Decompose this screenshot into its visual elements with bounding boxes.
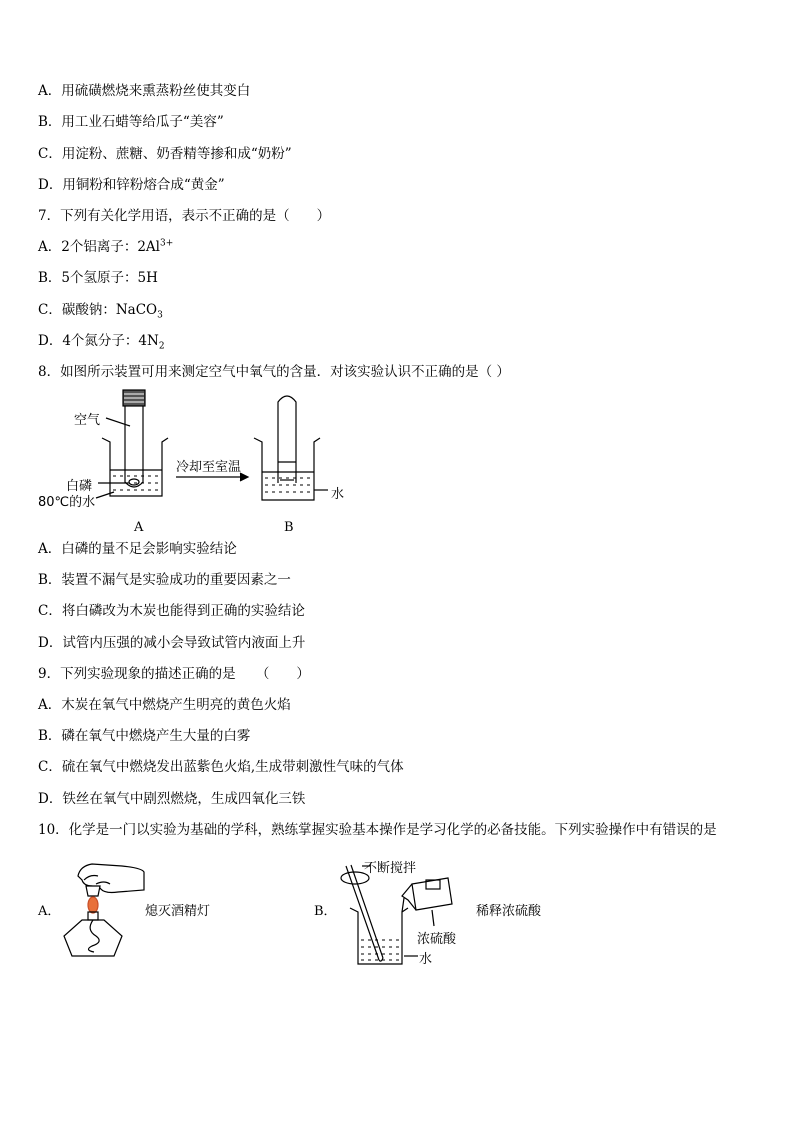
q8-option-d: D．试管内压强的减小会导致试管内液面上升 — [38, 635, 306, 651]
q8-option-c: C．将白磷改为木炭也能得到正确的实验结论 — [38, 603, 305, 619]
label-cool-to-room-temp: 冷却至室温 — [176, 460, 242, 475]
q9-option-c: C．硫在氧气中燃烧发出蓝紫色火焰,生成带刺激性气味的气体 — [38, 759, 404, 775]
q6-option-b: B．用工业石蜡等给瓜子“美容” — [38, 114, 224, 130]
q6-option-d: D．用铜粉和锌粉熔合成“黄金” — [38, 177, 225, 193]
q8-option-a: A．白磷的量不足会影响实验结论 — [38, 541, 237, 557]
label-80c-water: 80℃的水 — [38, 495, 96, 510]
q7-option-b: B．5个氢原子：5H — [38, 270, 158, 286]
q9-option-b: B．磷在氧气中燃烧产生大量的白雾 — [38, 728, 251, 744]
label-dilute-acid: 稀释浓硫酸 — [476, 904, 542, 919]
q6-option-a: A．用硫磺燃烧来熏蒸粉丝使其变白 — [38, 83, 251, 99]
q7-option-a-text: A．2个铝离子：2Al — [38, 239, 160, 255]
caption-b: B — [284, 520, 294, 535]
beaker-c — [350, 908, 408, 964]
label-water-b: 水 — [331, 487, 345, 502]
q7-option-d-text: D．4个氮分子：4N — [38, 333, 159, 349]
label-concentrated-acid: 浓硫酸 — [417, 932, 457, 947]
q8-stem: 8．如图所示装置可用来测定空气中氧气的含量．对该实验认识不正确的是（ ） — [38, 364, 510, 380]
label-white-phosphorus: 白磷 — [66, 479, 93, 494]
q10-option-a-caption: 熄灭酒精灯 — [145, 904, 211, 919]
q9-option-a: A．木炭在氧气中燃烧产生明亮的黄色火焰 — [38, 697, 291, 713]
q10-option-a-letter: A． — [38, 904, 61, 919]
q9-option-d: D．铁丝在氧气中剧烈燃烧，生成四氧化三铁 — [38, 791, 306, 807]
q7-option-c-subscript: 3 — [157, 310, 163, 321]
q7-stem: 7．下列有关化学用语，表示不正确的是（ ） — [38, 208, 331, 224]
q9-stem: 9．下列实验现象的描述正确的是 （ ） — [38, 666, 310, 682]
glass-rod — [346, 865, 383, 960]
q10-stem: 10．化学是一门以实验为基础的学科，熟练掌握实验基本操作是学习化学的必备技能。下列实验操作中有错误的是 — [38, 822, 717, 838]
q10-option-b-letter: B． — [314, 904, 337, 919]
acid-bottle — [412, 878, 452, 910]
label-water-c: 水 — [419, 952, 433, 967]
q7-option-a-charge: 3+ — [160, 238, 174, 249]
caption-a: A — [134, 520, 144, 535]
q7-option-c-text: C．碳酸钠：NaCO — [38, 302, 158, 318]
q6-option-c: C．用淀粉、蔗糖、奶香精等掺和成“奶粉” — [38, 146, 292, 162]
q7-option-d-subscript: 2 — [158, 341, 165, 352]
label-air: 空气 — [74, 413, 101, 428]
label-keep-stirring: 不断搅拌 — [364, 861, 417, 876]
q8-option-b: B．装置不漏气是实验成功的重要因素之一 — [38, 572, 291, 588]
